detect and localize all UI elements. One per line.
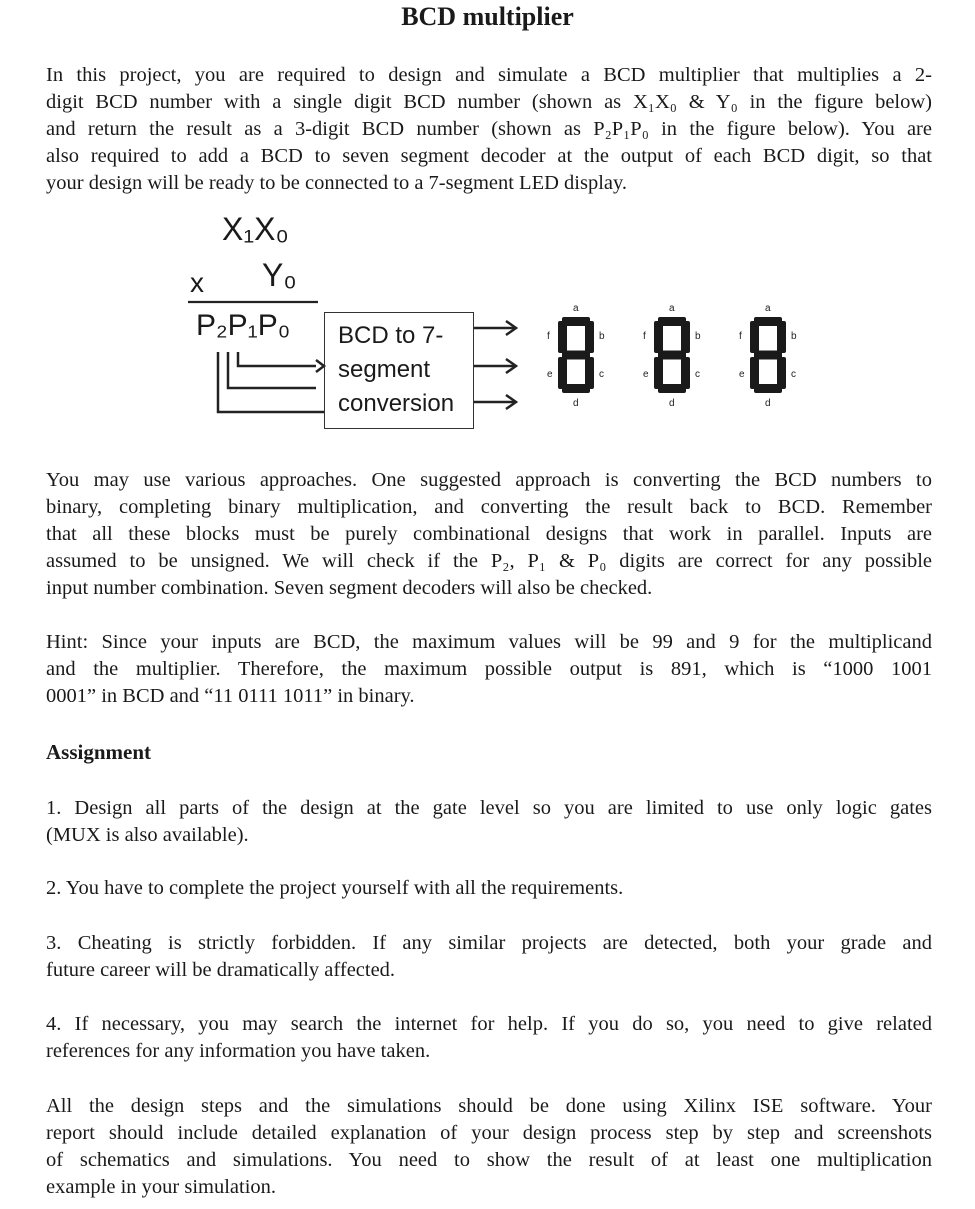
segment-label-g: g [669, 339, 675, 350]
approach-line: binary, completing binary multiplication, and converting the result back to BCD. Remember [46, 496, 932, 518]
segment-label-f: f [739, 331, 742, 342]
segment-label-g: g [765, 339, 771, 350]
segment-g [658, 351, 686, 360]
assignment-line: 4. If necessary, you may search the internet for help. If you do so, you need to give related [46, 1013, 932, 1035]
closing-paragraph [46, 1093, 932, 1201]
hint-line: and the multiplier. Therefore, the maximum possible output is 891, which is “1000 1001 [46, 658, 932, 680]
segment-b [585, 321, 594, 353]
closing-line: All the design steps and the simulations should be done using Xilinx ISE software. Your [46, 1095, 932, 1117]
hint-line: Hint: Since your inputs are BCD, the maximum values will be 99 and 9 for the multiplicand [46, 631, 932, 653]
segment-label-c: c [599, 369, 604, 380]
segment-label-a: a [669, 303, 675, 314]
product-label: P₂P₁P₀ [196, 309, 291, 342]
assignment-line: references for any information you have taken. [46, 1040, 431, 1062]
assignment-line: 3. Cheating is strictly forbidden. If any similar projects are detected, both your grade and [46, 932, 932, 954]
bcd-to-7-segment-box [324, 312, 474, 429]
segment-label-f: f [643, 331, 646, 342]
segment-f [654, 321, 663, 353]
figure-lines [0, 205, 975, 445]
times-sign: x [190, 267, 204, 298]
segment-e [750, 357, 759, 389]
closing-line: report should include detailed explanation of your design process step by step and screenshots [46, 1122, 932, 1144]
assignment-line: future career will be dramatically affected. [46, 959, 396, 981]
approach-line: that all these blocks must be purely combinational designs that work in parallel. Inputs are [46, 523, 932, 545]
assignment-line: 2. You have to complete the project yourself with all the requirements. [46, 877, 624, 899]
intro-line: digit BCD number with a single digit BCD number (shown as X₁X₀ & Y₀ in the figure below) [46, 91, 932, 113]
approach-paragraph [46, 467, 932, 602]
closing-line: example in your simulation. [46, 1176, 277, 1198]
bcd-multiplier-figure [0, 205, 975, 445]
hint-paragraph [46, 629, 932, 710]
assignment-line: (MUX is also available). [46, 824, 249, 846]
segment-e [654, 357, 663, 389]
assignment-item-1 [46, 795, 932, 849]
p1-connector [228, 352, 316, 388]
segment-label-a: a [573, 303, 579, 314]
segment-f [558, 321, 567, 353]
intro-line: and return the result as a 3-digit BCD number (shown as P₂P₁P₀ in the figure below). You are [46, 118, 932, 140]
segment-b [681, 321, 690, 353]
p2-connector [218, 352, 324, 412]
approach-line: input number combination. Seven segment decoders will also be checked. [46, 577, 653, 599]
assignment-item-2 [46, 875, 932, 902]
page-title: BCD multiplier [401, 2, 574, 31]
intro-line: also required to add a BCD to seven segment decoder at the output of each BCD digit, so that [46, 145, 932, 167]
approach-line: You may use various approaches. One suggested approach is converting the BCD numbers to [46, 469, 932, 491]
approach-line: assumed to be unsigned. We will check if the P₂, P₁ & P₀ digits are correct for any possible [46, 550, 932, 572]
assignment-line: 1. Design all parts of the design at the gate level so you are limited to use only logic gates [46, 797, 932, 819]
p0-arrowhead [316, 360, 324, 372]
segment-label-a: a [765, 303, 771, 314]
segment-label-g: g [573, 339, 579, 350]
seven-segment-digit [547, 303, 605, 409]
box-line: conversion [338, 390, 455, 417]
segment-f [750, 321, 759, 353]
multiplicand-label: X₁X₀ [222, 211, 289, 247]
segment-label-e: e [739, 369, 745, 380]
unused-line [238, 353, 314, 387]
seven-segment-digit [643, 303, 701, 409]
segment-label-d: d [573, 398, 579, 409]
segment-g [562, 351, 590, 360]
segment-label-c: c [695, 369, 700, 380]
intro-paragraph [46, 62, 932, 197]
seven-segment-displays [547, 303, 797, 409]
segment-g [754, 351, 782, 360]
box-line: segment [338, 356, 431, 383]
segment-label-c: c [791, 369, 796, 380]
box-line: BCD to 7- [338, 322, 444, 349]
segment-label-d: d [765, 398, 771, 409]
segment-e [558, 357, 567, 389]
assignment-item-4 [46, 1011, 932, 1065]
closing-line: of schematics and simulations. You need to show the result of at least one multiplication [46, 1149, 932, 1171]
segment-label-d: d [669, 398, 675, 409]
segment-b [777, 321, 786, 353]
segment-label-e: e [547, 369, 553, 380]
seven-segment-digit [739, 303, 797, 409]
assignment-heading: Assignment [46, 740, 152, 764]
segment-label-b: b [791, 331, 797, 342]
multiplier-label: Y₀ [262, 257, 297, 293]
segment-label-b: b [599, 331, 605, 342]
assignment-item-3 [46, 930, 932, 984]
intro-line: your design will be ready to be connected to a 7-segment LED display. [46, 172, 628, 194]
hint-line: 0001” in BCD and “11 0111 1011” in binary. [46, 685, 415, 707]
p0-connector [238, 352, 316, 366]
intro-line: In this project, you are required to design and simulate a BCD multiplier that multiplies a 2- [46, 64, 932, 86]
segment-label-b: b [695, 331, 701, 342]
segment-label-e: e [643, 369, 649, 380]
segment-label-f: f [547, 331, 550, 342]
